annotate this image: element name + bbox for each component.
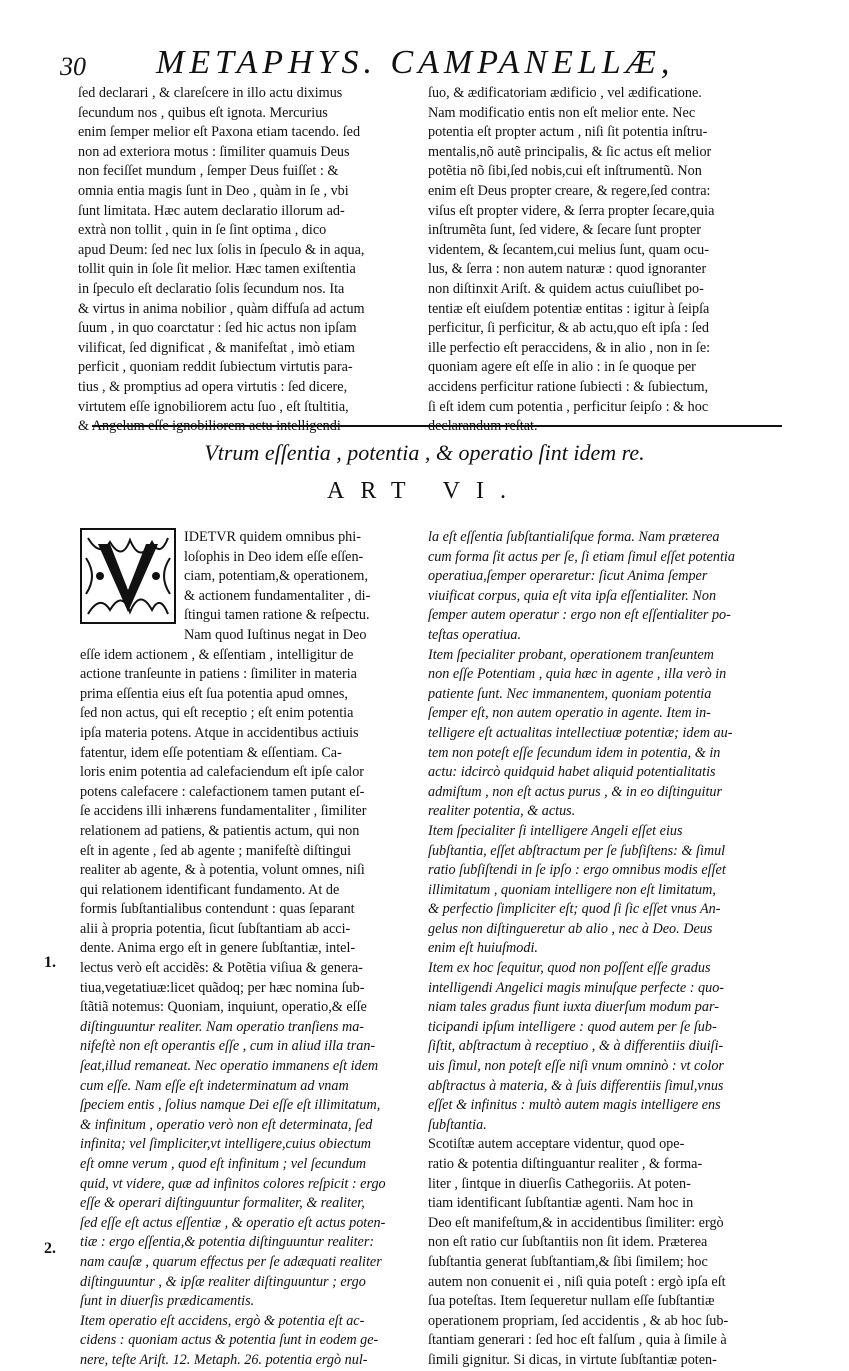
text-line: alii à propria potentia, ſicut ſubſtantiam ab acci-	[80, 920, 351, 937]
text-line: declarandum reſtat.	[428, 418, 538, 435]
text-line: Item ſpecialiter ſi intelligere Angeli eſſet eius	[428, 822, 683, 839]
text-line: abſtractus à materia, & à ſuis differentiis ſimul,vnus	[428, 1077, 724, 1094]
text-line: ſemper eſt, non autem operatio in agente. Item in-	[428, 705, 711, 722]
text-line: diſtinguuntur , & ipſæ realiter diſtinguuntur ; ergo	[80, 1273, 366, 1290]
text-line: Nam quod Iuſtinus negat in Deo	[184, 626, 367, 643]
text-line: enim ſemper melior eſt Paxona etiam tacendo. ſed	[78, 124, 361, 141]
text-line: tiam identificant ſubſtantiæ agenti. Nam hoc in	[428, 1195, 694, 1212]
text-line: eſſe idem actionem , & eſſentiam , intelligitur de	[80, 646, 354, 663]
text-line: liter , ſintque in diuerſis Cathegoriis. At poten-	[428, 1175, 691, 1192]
text-line: lectus verò eſt accidẽs: & Potẽtia viſiua & genera-	[80, 960, 363, 977]
text-line: tiæ : ergo eſſentia,& potentia diſtinguuntur realiter:	[80, 1234, 375, 1251]
text-line: admiſtum , non eſt actus purus , & in eo diſtinguitur	[428, 783, 722, 800]
text-line: tiua,vegetatiuæ:licet quãdoq; per hæc nomina ſub-	[80, 979, 365, 996]
text-line: & infinitum , operatio verò non eſt determinata, ſed	[80, 1116, 373, 1133]
text-line: ratio & potentia diſtinguantur realiter , & forma-	[428, 1156, 703, 1172]
text-line: eſt in agente , ſed ab agente ; manifeſtè diſtingui	[80, 842, 352, 859]
text-line: IDETVR quidem omnibus phi-	[184, 529, 361, 545]
text-line: lus, & ſerra : non autem naturæ : quod ignoranter	[428, 261, 707, 278]
text-line: la eſt eſſentia ſubſtantialiſque forma. Nam præterea	[428, 529, 720, 545]
text-line: qui relationem identificant fundamento. At de	[80, 881, 340, 898]
text-line: Item ſpecialiter probant, operationem tranſeuntem	[428, 646, 714, 663]
text-line: cidens : quoniam actus & potentia ſunt in eodem ge-	[80, 1332, 379, 1349]
text-line: viſus eſt propter videre, & ſerra propter ſecare,quia	[428, 202, 715, 219]
text-line: ſubſtantia generat ſubſtantiam,& ſibi ſimilem; hoc	[428, 1253, 708, 1270]
text-line: perficit , quoniam reddit ſubiectum virtutis para-	[78, 359, 353, 376]
text-line: non eſt ratio cur ſubſtantiis non ſit idem. Præterea	[428, 1234, 708, 1251]
page-header	[60, 44, 780, 84]
text-line: Item operatio eſt accidens, ergò & potentia eſt ac-	[80, 1312, 365, 1329]
text-line: perficitur, ſi perficitur, & ab actu,quo eſt ipſa : ſed	[428, 320, 709, 337]
text-line: apud Deum: ſed nec lux ſolis in ſpeculo & in aqua,	[78, 241, 365, 258]
text-line: telligere eſt actualitas intellectiuæ potentiæ; idem au-	[428, 724, 733, 741]
text-line: ſecundum nos , quibus eſt ignota. Mercurius	[78, 104, 328, 121]
text-line: infinita; vel ſimpliciter,vt intelligere,cuius obiectum	[80, 1136, 372, 1153]
text-line: potẽtia nõ ſibi,ſed nobis,cui eſt inſtrumentũ. Non	[428, 163, 702, 180]
text-line: diſtinguuntur realiter. Nam operatio tranſiens ma-	[80, 1018, 365, 1035]
text-line: relationem ad patiens, & patientis actum, qui non	[80, 822, 360, 839]
text-line: in ſpeculo eſt declaratio ſolis ſecundum nos. Ita	[78, 280, 345, 297]
text-line: & virtus in anima nobilior , quàm diffuſa ad actum	[78, 300, 365, 317]
text-line: potens calefacere : calefactionem tamen putant eſ-	[80, 783, 365, 800]
text-line: ſi eſt idem cum potentia , perficitur ſeipſo : & hoc	[428, 398, 709, 415]
bottom-left-column	[80, 528, 420, 1371]
text-line: non diſtinxit Ariſt. & quidem actus cuiuſlibet po-	[428, 280, 704, 297]
text-line: formis ſubſtantialibus contendunt : quas ſeparant	[80, 901, 355, 918]
text-line: ſiſtit, abſtractum à receptiuo , & à differentiis diuiſi-	[428, 1038, 724, 1055]
text-line: Item ex hoc ſequitur, quod non poſſent eſſe gradus	[428, 960, 711, 977]
text-line: ſimili gignitur. Si dicas, in virtute ſubſtantiæ poten-	[428, 1351, 717, 1368]
text-line: fatentur, idem eſſe potentiam & eſſentiam. Ca-	[80, 744, 342, 761]
text-line: realiter ab agente, & à potentia, volunt omnes, niſi	[80, 862, 365, 879]
section-divider	[92, 425, 782, 427]
text-line: ſtingui tamen ratione & reſpectu.	[184, 607, 370, 624]
text-line: virtutem eſſe ignobiliorem actu ſuo , eſt ſtultitia,	[78, 398, 349, 415]
text-line: gelus non diſtingueretur ab alio , nec à Deo. Deus	[428, 920, 713, 937]
text-line: illimitatum , quoniam intelligere non eſt limitatum,	[428, 881, 716, 898]
text-line: ſubſtantia, eſſet abſtractum per ſe ſubſiſtens: & ſimul	[428, 842, 726, 859]
text-line: ſuo, & ædificatoriam ædificio , vel ædificatione.	[428, 85, 702, 101]
text-line: ſeat,illud remaneat. Nec operatio immanens eſt idem	[80, 1058, 379, 1075]
text-line: cum eſſe. Nam eſſe eſt indeterminatum ad vnam	[80, 1077, 349, 1094]
text-line: loris enim potentia ad calefaciendum eſt ipſe calor	[80, 764, 365, 781]
text-line: Nam modificatio entis non eſt melior ente. Nec	[428, 104, 696, 121]
text-line: non feciſſet mundum , ſemper Deus fuiſſet : &	[78, 163, 339, 180]
text-line: omnia entia magis ſunt in Deo , quàm in ſe , vbi	[78, 182, 349, 199]
text-line: tem non poteſt eſſe ſecundum idem in potentia, & in	[428, 744, 721, 761]
text-line: uis ſimul, non poteſt eſſe niſi vnum omninò : vt color	[428, 1058, 724, 1075]
text-line: ſunt limitata. Hæc autem declaratio illorum ad-	[78, 202, 345, 219]
text-line: operatiua,ſemper operaretur: ſicut Anima ſemper	[428, 568, 708, 585]
text-line: inſtrumẽta ſunt, ſed videre, & ſecare ſunt propter	[428, 222, 702, 239]
text-line: extrà non tollit , quin in ſe ſint optima , dico	[78, 222, 327, 239]
text-line: ſemper autem operatur : ergo non eſt eſſentialiter po-	[428, 607, 731, 624]
text-line: dente. Anima ergo eſt in genere ſubſtantiæ, intel-	[80, 940, 356, 957]
text-line: nam cauſæ , quarum effectus per ſe adæquati realiter	[80, 1253, 382, 1270]
text-line: mentalis,nõ autẽ principalis, & ſic actus eſt melior	[428, 143, 712, 160]
text-line: quid, vt videre, quæ ad infinitos colores reſpicit : ergo	[80, 1175, 386, 1192]
text-line: nere, teſte Ariſt. 12. Metaph. 26. potentia ergò nul-	[80, 1351, 368, 1368]
text-line: eſſe & operari diſtinguuntur formaliter, & realiter,	[80, 1195, 365, 1212]
text-line: tius , & promptius ad opera virtutis : ſed dicere,	[78, 378, 348, 395]
text-line: non ad exteriora motus : ſimiliter quamuis Deus	[78, 143, 350, 160]
text-line: viuificat corpus, quia eſt vita ipſa eſſentialiter. Non	[428, 587, 717, 604]
text-line: ſed non actus, qui eſt receptio ; eſt enim potentia	[80, 705, 354, 722]
text-line: cum forma ſit actus per ſe, ſi etiam ſimul eſſet potentia	[428, 548, 735, 565]
text-line: vilificat, ſed dignificat , & manifeſtat , imò etiam	[78, 339, 355, 356]
text-line: accidens perficitur ratione ſubiecti : & ſubiectum,	[428, 378, 709, 395]
text-line: ſtãtiã notemus: Quoniam, inquiunt, operatio,& eſſe	[80, 999, 367, 1016]
text-line: operationem propriam, ſed accidentis , & ab hoc ſub-	[428, 1312, 729, 1329]
text-line: intelligendi Angelici magis minuſque perfecte : quo-	[428, 979, 725, 996]
text-line: ſubſtantia.	[428, 1116, 487, 1133]
text-line: enim eſt huiuſmodi.	[428, 940, 538, 957]
margin-note: 1.	[44, 954, 56, 971]
text-line: non eſſe Potentiam , quia hæc in agente , illa verò in	[428, 666, 727, 683]
text-line: ticipandi ipſum intelligere : quod autem per ſe ſub-	[428, 1018, 717, 1035]
text-line: realiter potentia, & actus.	[428, 803, 576, 820]
top-right-column	[428, 84, 778, 437]
text-line: ratio ſubſiſtendi in ſe ipſo : ergo omnibus modis eſſet	[428, 862, 726, 879]
text-line: ſe accidens illi inhærens fundamentaliter , ſimiliter	[80, 803, 367, 820]
text-line: actu: idcircò quidquid habet aliquid potentialitatis	[428, 764, 716, 781]
article-label: ART VI.	[326, 478, 522, 504]
text-line: patiente ſunt. Nec immanentem, quoniam potentia	[428, 685, 712, 702]
top-left-column	[78, 84, 416, 437]
text-line: autem non conuenit ei , niſi quia poteſt : ergò ipſa eſt	[428, 1273, 726, 1290]
text-line: ille perfectio eſt peraccidens, & in alio , non in ſe:	[428, 339, 711, 356]
margin-note: 2.	[44, 1240, 56, 1257]
text-line: videntem, & ſecantem,cui melius ſunt, quam ocu-	[428, 241, 709, 258]
text-line: ſed declarari , & clareſcere in illo actu diximus	[78, 85, 343, 101]
text-line: ipſa materia potens. Atque in accidentibus actiuis	[80, 724, 359, 741]
text-line: loſophis in Deo idem eſſe eſſen-	[184, 548, 364, 565]
text-line: & Angelum eſſe ignobiliorem actu intelligendi	[78, 418, 341, 435]
text-line: enim eſt Deus propter creare, & regere,ſed contra:	[428, 182, 711, 199]
text-line: ſed eſſe eſt actus eſſentiæ , & operatio eſt actus poten-	[80, 1214, 386, 1231]
text-line: prima eſſentia eius eſt ſua potentia apud omnes,	[80, 685, 348, 702]
text-line: quoniam agere eſt eſſe in alio : in ſe quoque per	[428, 359, 696, 376]
article-heading: Vtrum eſſentia , potentia , & operatio ſint idem re.	[204, 440, 645, 465]
text-line: & actionem fundamentaliter , di-	[184, 587, 371, 604]
text-line: eſt omne verum , quod eſt infinitum ; vel ſecundum	[80, 1156, 367, 1172]
text-line: & perfectio ſimpliciter eſt; quod ſi ſic eſſet vnus An-	[428, 901, 721, 918]
text-line: ſua poteſtas. Item ſequeretur nullam eſſe ſubſtantiæ	[428, 1293, 715, 1310]
text-line: nifeſtè non eſt operantis eſſe , cum in aliud illa tran-	[80, 1038, 376, 1055]
text-line: teſtas operatiua.	[428, 626, 522, 643]
text-line: Deo eſt manifeſtum,& in accidentibus ſimiliter: ergò	[428, 1214, 724, 1231]
text-line: ſuum , in quo coarctatur : ſed hic actus non ipſam	[78, 320, 357, 337]
text-line: ſpeciem entis , ſolius namque Dei eſſe eſt illimitatum,	[80, 1097, 381, 1114]
text-line: ciam, potentiam,& operationem,	[184, 568, 368, 585]
text-line: ſtantiam generari : ſed hoc eſt falſum , quia à ſimile à	[428, 1332, 727, 1349]
text-line: actione tranſeunte in patiens : ſimiliter in materia	[80, 666, 357, 683]
text-line: eſſet & infinitus : multò autem magis intelligere ens	[428, 1097, 721, 1114]
bottom-right-column	[428, 528, 780, 1371]
running-title: METAPHYS. CAMPANELLÆ,	[156, 44, 675, 81]
text-line: potentia eſt propter actum , niſi ſit potentia inſtru-	[428, 124, 708, 141]
text-line: ſunt in diuerſis prædicamentis.	[80, 1293, 255, 1310]
text-line: tollit quin in ſole ſit melior. Hæc tamen exiſtentia	[78, 261, 356, 278]
text-line: niam tales gradus fiunt iuxta diuerſum modum par-	[428, 999, 719, 1016]
text-line: tentiæ eſt eiuſdem potentiæ entitas : igitur à ſeipſa	[428, 300, 710, 317]
page-number: 30	[60, 52, 86, 81]
text-line: Scotiſtæ autem acceptare videntur, quod ope-	[428, 1136, 685, 1153]
